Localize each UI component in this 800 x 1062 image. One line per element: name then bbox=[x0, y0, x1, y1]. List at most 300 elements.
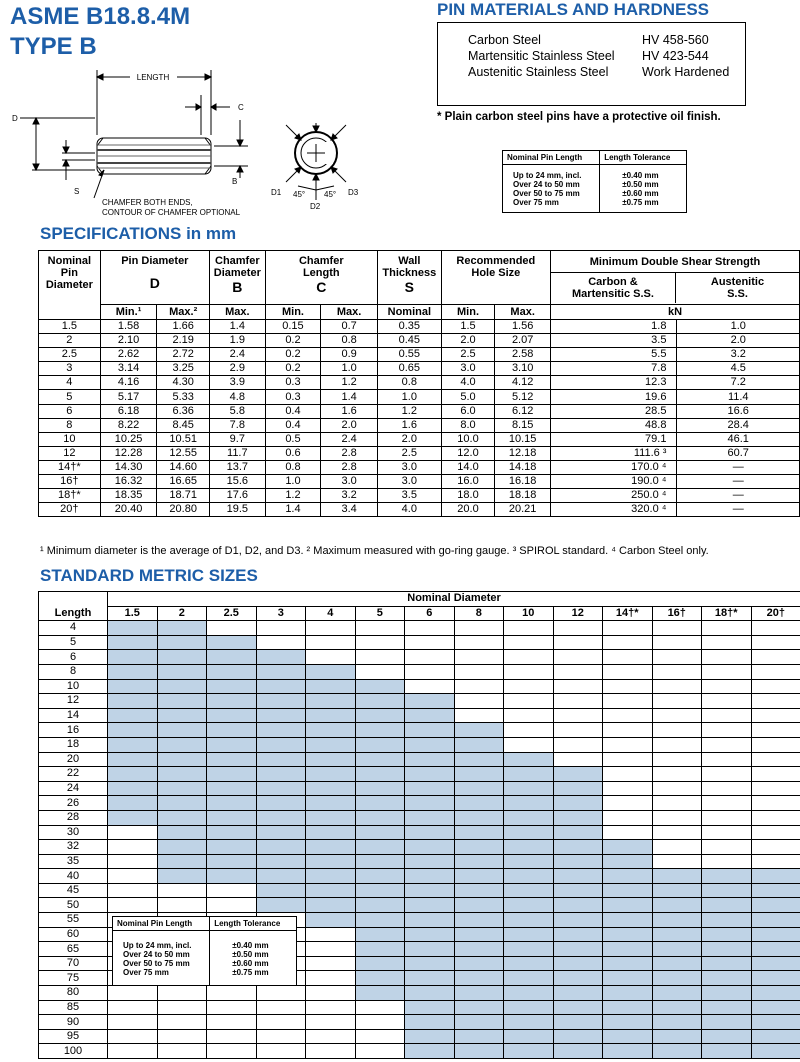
size-cell bbox=[702, 1000, 752, 1015]
size-cell bbox=[751, 971, 800, 986]
size-cell bbox=[405, 1015, 455, 1030]
spec-cell: 7.8 bbox=[209, 418, 265, 432]
size-cell bbox=[553, 767, 603, 782]
size-cell bbox=[702, 781, 752, 796]
angle-right: 45° bbox=[324, 190, 337, 199]
spec-cell: 10 bbox=[39, 432, 101, 446]
size-cell bbox=[553, 650, 603, 665]
size-cell bbox=[603, 737, 653, 752]
spec-cell: 5 bbox=[39, 390, 101, 404]
length-value: 16 bbox=[39, 723, 108, 738]
spec-cell: 2.0 bbox=[321, 418, 378, 432]
spec-cell: 4.16 bbox=[100, 376, 157, 390]
length-value: 50 bbox=[39, 898, 108, 913]
size-cell bbox=[751, 781, 800, 796]
size-cell bbox=[405, 796, 455, 811]
size-cell bbox=[504, 927, 554, 942]
size-cell bbox=[454, 679, 504, 694]
spec-cell: 5.12 bbox=[495, 390, 551, 404]
materials-title: PIN MATERIALS AND HARDNESS bbox=[437, 0, 710, 19]
spec-cell: 6.0 bbox=[441, 404, 495, 418]
tolerance-table bbox=[502, 150, 687, 213]
size-cell bbox=[751, 927, 800, 942]
size-cell bbox=[751, 621, 800, 636]
size-cell bbox=[405, 913, 455, 928]
tolerance-length: Over 75 mm bbox=[513, 198, 559, 207]
material-hardness: HV 423-544 bbox=[642, 49, 709, 63]
size-cell bbox=[306, 869, 356, 884]
size-cell bbox=[553, 1029, 603, 1044]
diameter-header: 4 bbox=[306, 606, 356, 621]
size-cell bbox=[553, 883, 603, 898]
length-row bbox=[39, 898, 800, 913]
size-cell bbox=[652, 664, 702, 679]
spec-cell: 20.40 bbox=[100, 503, 157, 517]
header-max: Max. bbox=[495, 305, 551, 320]
material-hardness: Work Hardened bbox=[642, 65, 730, 79]
spec-cell: 5.33 bbox=[157, 390, 210, 404]
size-cell bbox=[751, 942, 800, 957]
size-cell bbox=[504, 752, 554, 767]
size-cell bbox=[207, 986, 257, 1001]
size-cell bbox=[256, 781, 306, 796]
size-cell bbox=[504, 723, 554, 738]
size-cell bbox=[207, 723, 257, 738]
size-cell bbox=[306, 913, 356, 928]
spec-row bbox=[39, 489, 800, 503]
spec-cell: 2.5 bbox=[441, 348, 495, 362]
spec-cell: 3.0 bbox=[377, 475, 441, 489]
spec-cell: 2.8 bbox=[321, 446, 378, 460]
length-row bbox=[39, 1015, 800, 1030]
spec-cell: 1.8 bbox=[550, 320, 676, 334]
spec-cell: — bbox=[677, 503, 800, 517]
size-cell bbox=[652, 1000, 702, 1015]
size-cell bbox=[256, 986, 306, 1001]
size-cell bbox=[306, 971, 356, 986]
d3-label: D3 bbox=[348, 188, 359, 197]
header-max: Max. bbox=[321, 305, 378, 320]
size-cell bbox=[405, 737, 455, 752]
spec-cell: — bbox=[677, 475, 800, 489]
spec-cell: 111.6 ³ bbox=[550, 446, 676, 460]
size-cell bbox=[207, 781, 257, 796]
size-cell bbox=[306, 708, 356, 723]
length-value: 18 bbox=[39, 737, 108, 752]
spec-cell: 12 bbox=[39, 446, 101, 460]
spec-cell: 0.45 bbox=[377, 334, 441, 348]
spec-cell: 2.4 bbox=[209, 348, 265, 362]
size-cell bbox=[553, 956, 603, 971]
length-row bbox=[39, 767, 800, 782]
size-cell bbox=[702, 854, 752, 869]
size-cell bbox=[504, 621, 554, 636]
spec-cell: 1.2 bbox=[265, 489, 321, 503]
size-cell bbox=[603, 752, 653, 767]
size-cell bbox=[454, 986, 504, 1001]
size-cell bbox=[702, 956, 752, 971]
size-cell bbox=[603, 708, 653, 723]
header-min: Min. bbox=[441, 305, 495, 320]
size-cell bbox=[256, 1044, 306, 1059]
diameter-header: 5 bbox=[355, 606, 405, 621]
length-value: 20 bbox=[39, 752, 108, 767]
size-cell bbox=[454, 927, 504, 942]
spec-cell: 170.0 ⁴ bbox=[550, 460, 676, 474]
length-row bbox=[39, 840, 800, 855]
size-cell bbox=[207, 679, 257, 694]
size-cell bbox=[355, 679, 405, 694]
spec-cell: 3.0 bbox=[377, 460, 441, 474]
tolerance-table bbox=[112, 916, 297, 986]
size-cell bbox=[355, 825, 405, 840]
size-cell bbox=[603, 840, 653, 855]
pin-type: TYPE B bbox=[10, 33, 97, 60]
size-cell bbox=[751, 825, 800, 840]
spec-row bbox=[39, 348, 800, 362]
size-cell bbox=[405, 1000, 455, 1015]
size-cell bbox=[405, 971, 455, 986]
size-cell bbox=[207, 1000, 257, 1015]
size-cell bbox=[553, 942, 603, 957]
diameter-header: 10 bbox=[504, 606, 554, 621]
size-cell bbox=[702, 796, 752, 811]
diameter-header: 20† bbox=[751, 606, 800, 621]
spec-cell: 18.0 bbox=[441, 489, 495, 503]
length-value: 4 bbox=[39, 621, 108, 636]
size-cell bbox=[603, 796, 653, 811]
size-cell bbox=[405, 650, 455, 665]
size-cell bbox=[553, 971, 603, 986]
length-value: 45 bbox=[39, 883, 108, 898]
length-row bbox=[39, 810, 800, 825]
spec-cell: 4.30 bbox=[157, 376, 210, 390]
size-cell bbox=[306, 796, 356, 811]
chamfer-note-2: CONTOUR OF CHAMFER OPTIONAL bbox=[102, 208, 241, 217]
header-min: Min. bbox=[265, 305, 321, 320]
size-cell bbox=[751, 694, 800, 709]
size-cell bbox=[157, 1029, 207, 1044]
spec-cell: 2.5 bbox=[377, 446, 441, 460]
spec-cell: 12.0 bbox=[441, 446, 495, 460]
spec-cell: 16.32 bbox=[100, 475, 157, 489]
tolerance-header-length: Nominal Pin Length bbox=[503, 151, 600, 165]
size-cell bbox=[504, 825, 554, 840]
size-cell bbox=[355, 840, 405, 855]
size-cell bbox=[751, 708, 800, 723]
size-cell bbox=[157, 986, 207, 1001]
spec-cell: 1.4 bbox=[265, 503, 321, 517]
size-cell bbox=[702, 708, 752, 723]
size-cell bbox=[108, 781, 158, 796]
size-cell bbox=[652, 883, 702, 898]
header-chamfer-diameter-label: Chamfer Diameter bbox=[213, 255, 261, 279]
size-cell bbox=[207, 1044, 257, 1059]
size-cell bbox=[157, 840, 207, 855]
size-cell bbox=[603, 621, 653, 636]
length-row bbox=[39, 694, 800, 709]
spec-cell: 16† bbox=[39, 475, 101, 489]
size-cell bbox=[751, 986, 800, 1001]
size-cell bbox=[108, 898, 158, 913]
length-row bbox=[39, 1029, 800, 1044]
size-cell bbox=[454, 956, 504, 971]
size-cell bbox=[207, 694, 257, 709]
size-cell bbox=[355, 927, 405, 942]
size-cell bbox=[108, 650, 158, 665]
spec-cell: 1.9 bbox=[209, 334, 265, 348]
spec-cell: 3.2 bbox=[321, 489, 378, 503]
size-cell bbox=[157, 1044, 207, 1059]
size-cell bbox=[702, 1029, 752, 1044]
size-cell bbox=[454, 1000, 504, 1015]
size-cell bbox=[702, 942, 752, 957]
spec-cell: 0.6 bbox=[265, 446, 321, 460]
size-cell bbox=[652, 927, 702, 942]
size-cell bbox=[553, 723, 603, 738]
size-cell bbox=[652, 971, 702, 986]
spec-cell: 20.80 bbox=[157, 503, 210, 517]
size-cell bbox=[108, 840, 158, 855]
spec-row bbox=[39, 334, 800, 348]
spec-row bbox=[39, 460, 800, 474]
size-cell bbox=[603, 942, 653, 957]
spec-cell: 3.0 bbox=[441, 362, 495, 376]
size-cell bbox=[207, 635, 257, 650]
size-cell bbox=[306, 825, 356, 840]
size-cell bbox=[454, 1029, 504, 1044]
tolerance-value: ±0.60 mm bbox=[232, 959, 269, 968]
spec-cell: 7.8 bbox=[550, 362, 676, 376]
size-cell bbox=[553, 898, 603, 913]
spec-cell: 6.12 bbox=[495, 404, 551, 418]
length-label: LENGTH bbox=[136, 73, 170, 82]
diameter-header: 8 bbox=[454, 606, 504, 621]
size-cell bbox=[207, 650, 257, 665]
size-cell bbox=[355, 1015, 405, 1030]
size-cell bbox=[306, 737, 356, 752]
length-row bbox=[39, 825, 800, 840]
size-cell bbox=[256, 898, 306, 913]
size-cell bbox=[157, 708, 207, 723]
size-cell bbox=[553, 1000, 603, 1015]
length-value: 70 bbox=[39, 956, 108, 971]
length-value: 22 bbox=[39, 767, 108, 782]
spec-cell: 3.25 bbox=[157, 362, 210, 376]
size-cell bbox=[157, 723, 207, 738]
length-value: 85 bbox=[39, 1000, 108, 1015]
size-cell bbox=[157, 635, 207, 650]
size-cell bbox=[702, 971, 752, 986]
size-cell bbox=[751, 898, 800, 913]
length-row bbox=[39, 986, 800, 1001]
size-cell bbox=[504, 708, 554, 723]
size-cell bbox=[108, 796, 158, 811]
spec-cell: 3.0 bbox=[321, 475, 378, 489]
spec-cell: 1.5 bbox=[441, 320, 495, 334]
size-cell bbox=[256, 1000, 306, 1015]
size-cell bbox=[157, 621, 207, 636]
size-cell bbox=[751, 635, 800, 650]
spec-cell: 4.0 bbox=[377, 503, 441, 517]
spec-cell: 0.4 bbox=[265, 418, 321, 432]
spec-cell: 1.0 bbox=[321, 362, 378, 376]
tolerance-length: Over 75 mm bbox=[123, 968, 169, 977]
spec-cell: 60.7 bbox=[677, 446, 800, 460]
spec-cell: 79.1 bbox=[550, 432, 676, 446]
spec-cell: 16.18 bbox=[495, 475, 551, 489]
length-row bbox=[39, 621, 800, 636]
spec-cell: 8.22 bbox=[100, 418, 157, 432]
size-cell bbox=[652, 1015, 702, 1030]
size-cell bbox=[603, 635, 653, 650]
length-row bbox=[39, 664, 800, 679]
header-min: Min.¹ bbox=[100, 305, 157, 320]
size-cell bbox=[652, 854, 702, 869]
spec-cell: 0.65 bbox=[377, 362, 441, 376]
header-shear-strength bbox=[550, 251, 799, 305]
size-cell bbox=[108, 664, 158, 679]
size-cell bbox=[652, 913, 702, 928]
size-cell bbox=[702, 986, 752, 1001]
material-name: Martensitic Stainless Steel bbox=[468, 49, 615, 63]
size-cell bbox=[553, 679, 603, 694]
size-cell bbox=[256, 767, 306, 782]
size-cell bbox=[454, 796, 504, 811]
size-cell bbox=[108, 723, 158, 738]
size-cell bbox=[603, 679, 653, 694]
size-cell bbox=[751, 854, 800, 869]
size-cell bbox=[553, 825, 603, 840]
size-cell bbox=[108, 737, 158, 752]
length-row bbox=[39, 737, 800, 752]
size-cell bbox=[553, 621, 603, 636]
size-cell bbox=[207, 752, 257, 767]
spec-cell: 18.71 bbox=[157, 489, 210, 503]
size-cell bbox=[157, 679, 207, 694]
size-cell bbox=[108, 1044, 158, 1059]
size-cell bbox=[751, 883, 800, 898]
size-cell bbox=[553, 781, 603, 796]
size-cell bbox=[652, 869, 702, 884]
size-cell bbox=[207, 883, 257, 898]
header-shear-label: Minimum Double Shear Strength bbox=[551, 252, 799, 273]
size-cell bbox=[652, 694, 702, 709]
header-pin-diameter bbox=[100, 251, 209, 305]
length-row bbox=[39, 708, 800, 723]
size-cell bbox=[652, 942, 702, 957]
size-cell bbox=[405, 898, 455, 913]
c-label: C bbox=[238, 103, 244, 112]
size-cell bbox=[454, 854, 504, 869]
spec-cell: 16.65 bbox=[157, 475, 210, 489]
length-row bbox=[39, 1000, 800, 1015]
size-cell bbox=[702, 927, 752, 942]
size-cell bbox=[108, 1029, 158, 1044]
spec-cell: 0.4 bbox=[265, 404, 321, 418]
spec-cell: 190.0 ⁴ bbox=[550, 475, 676, 489]
size-cell bbox=[751, 650, 800, 665]
spec-cell: 3 bbox=[39, 362, 101, 376]
spec-cell: 1.0 bbox=[377, 390, 441, 404]
diameter-header: 12 bbox=[553, 606, 603, 621]
size-cell bbox=[256, 869, 306, 884]
size-cell bbox=[405, 621, 455, 636]
size-cell bbox=[405, 869, 455, 884]
spec-cell: 6.36 bbox=[157, 404, 210, 418]
size-cell bbox=[207, 1015, 257, 1030]
diameter-header: 3 bbox=[256, 606, 306, 621]
size-cell bbox=[306, 1044, 356, 1059]
spec-cell: 8.45 bbox=[157, 418, 210, 432]
size-cell bbox=[405, 883, 455, 898]
size-cell bbox=[751, 767, 800, 782]
size-cell bbox=[355, 737, 405, 752]
size-cell bbox=[454, 971, 504, 986]
size-cell bbox=[306, 781, 356, 796]
size-cell bbox=[108, 1015, 158, 1030]
size-cell bbox=[454, 650, 504, 665]
spec-cell: 46.1 bbox=[677, 432, 800, 446]
size-cell bbox=[108, 621, 158, 636]
size-cell bbox=[454, 825, 504, 840]
size-cell bbox=[157, 883, 207, 898]
size-cell bbox=[702, 883, 752, 898]
spec-cell: 0.7 bbox=[321, 320, 378, 334]
size-cell bbox=[454, 913, 504, 928]
size-cell bbox=[702, 752, 752, 767]
size-cell bbox=[157, 1015, 207, 1030]
angle-left: 45° bbox=[293, 190, 306, 199]
size-cell bbox=[355, 781, 405, 796]
spec-cell: 0.15 bbox=[265, 320, 321, 334]
spec-cell: 14.60 bbox=[157, 460, 210, 474]
header-hole-size: Recommended Hole Size bbox=[441, 251, 550, 305]
size-cell bbox=[652, 840, 702, 855]
tolerance-header-tolerance: Length Tolerance bbox=[600, 151, 687, 165]
size-cell bbox=[454, 694, 504, 709]
length-value: 90 bbox=[39, 1015, 108, 1030]
spec-row bbox=[39, 390, 800, 404]
size-cell bbox=[306, 854, 356, 869]
length-value: 95 bbox=[39, 1029, 108, 1044]
size-cell bbox=[256, 854, 306, 869]
size-cell bbox=[454, 708, 504, 723]
size-cell bbox=[256, 679, 306, 694]
size-cell bbox=[405, 664, 455, 679]
size-cell bbox=[603, 854, 653, 869]
spec-cell: 1.0 bbox=[265, 475, 321, 489]
size-cell bbox=[306, 1000, 356, 1015]
spec-cell: 4.0 bbox=[441, 376, 495, 390]
spec-cell: 3.14 bbox=[100, 362, 157, 376]
header-kn: kN bbox=[550, 305, 799, 320]
tolerance-value: ±0.75 mm bbox=[232, 968, 269, 977]
size-cell bbox=[751, 913, 800, 928]
size-cell bbox=[702, 635, 752, 650]
d2-label: D2 bbox=[310, 202, 321, 211]
size-cell bbox=[603, 1000, 653, 1015]
tolerance-length: Over 24 to 50 mm bbox=[123, 950, 190, 959]
size-cell bbox=[702, 840, 752, 855]
size-cell bbox=[306, 883, 356, 898]
length-value: 10 bbox=[39, 679, 108, 694]
size-cell bbox=[355, 869, 405, 884]
size-cell bbox=[504, 854, 554, 869]
size-cell bbox=[652, 796, 702, 811]
spec-cell: 8.15 bbox=[495, 418, 551, 432]
spec-row bbox=[39, 320, 800, 334]
